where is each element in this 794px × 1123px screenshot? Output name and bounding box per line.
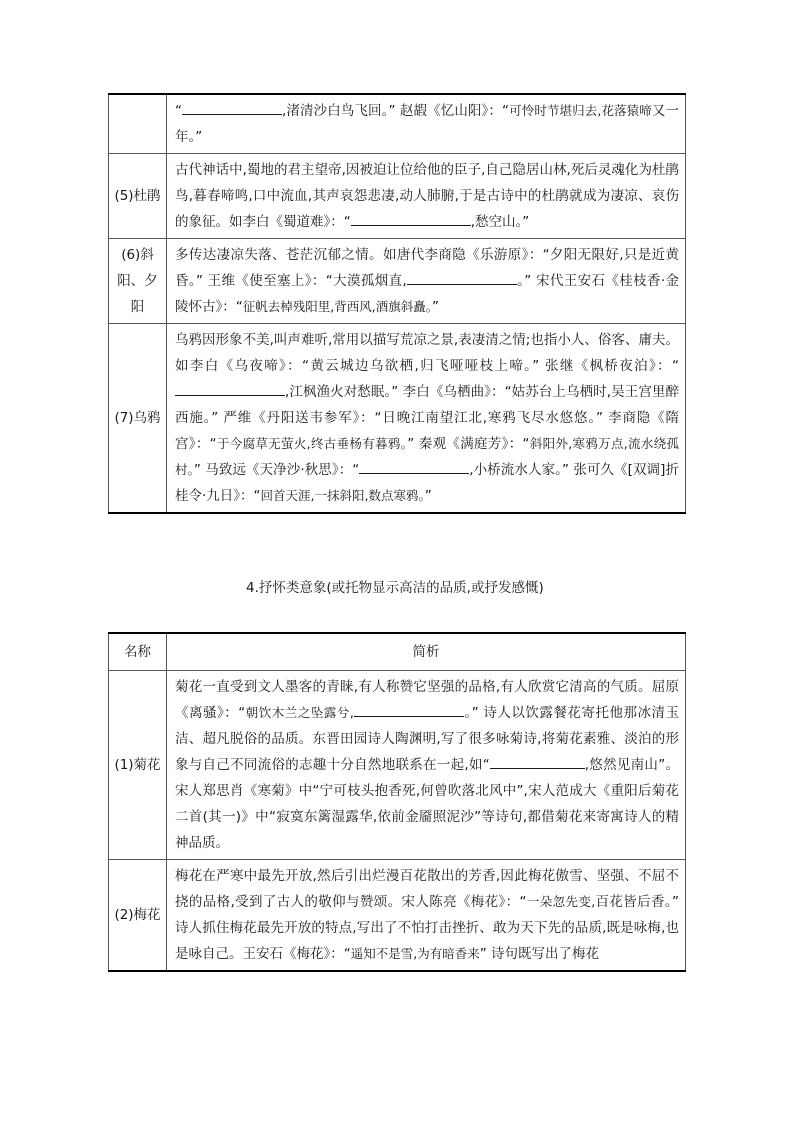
imagery-table-2 [108, 632, 686, 972]
fill-in-blank [182, 100, 282, 115]
imagery-name: (7)乌鸦 [109, 324, 167, 514]
header-name: 名称 [109, 633, 167, 671]
table-row [109, 324, 686, 514]
table-row [109, 239, 686, 324]
imagery-analysis: 乌鸦因形象不美,叫声难听,常用以描写荒凉之景,表凄清之情;也指小人、俗客、庸夫。如李白《乌夜啼》：“黄云城边乌欲栖,归飞哑哑枝上啼。” 张继《枫桥夜泊》：“,江枫渔火对愁眠。” 李白《乌栖曲》：“姑苏台上乌栖时,吴王宫里醉西施。” 严维《丹阳送韦参军》：“日晚江南望江北,寒鸦飞尽水悠悠。” 李商隐《隋宫》：“于今腐草无萤火,终古垂杨有暮鸦。” 秦观《满庭芳》：“斜阳外,寒鸦万点,流水绕孤村。” 马致远《天净沙·秋思》：“ ,小桥流水人家。” 张可久《[双调]折桂令·九日》：“回首天涯,一抹斜阳,数点寒鸦。” [167, 324, 686, 514]
fill-in-blank [407, 270, 517, 285]
imagery-name: (5)杜鹃 [109, 154, 167, 239]
fill-in-blank [359, 459, 469, 474]
imagery-table-1 [108, 93, 686, 514]
table-row [109, 671, 686, 860]
imagery-analysis: 多传达凄凉失落、苍茫沉郁之情。如唐代李商隐《乐游原》：“夕阳无限好,只是近黄昏。” 王维《使至塞上》：“大漠孤烟直, 。” 宋代王安石《桂枝香·金陵怀古》：“征帆去棹残阳里,背西风,酒旗斜矗。” [167, 239, 686, 324]
table-header-row [109, 633, 686, 671]
imagery-name: (6)斜阳、夕阳 [109, 239, 167, 324]
quoted-verse: 回首天涯,一抹斜阳,数点寒鸦。 [260, 488, 425, 503]
section-caption: 4.抒怀类意象(或托物显示高洁的品质,或抒发感慨) [246, 580, 544, 596]
header-analysis: 简析 [167, 633, 686, 671]
quoted-verse: 一朵忽先变, [526, 894, 596, 909]
quoted-verse: 朝饮木兰之坠露兮, [245, 705, 354, 720]
imagery-analysis: 梅花在严寒中最先开放,然后引出烂漫百花散出的芳香,因此梅花傲雪、坚强、不屈不挠的品格,受到了古人的敬仰与赞颂。宋人陈亮《梅花》：“一朵忽先变,百花皆后香。” 诗人抓住梅花最先开放的特点,写出了不怕打击挫折、敢为天下先的品质,既是咏梅,也是咏自己。王安石《梅花》：“遥知不是雪,为有暗香来” 诗句既写出了梅花 [167, 860, 686, 972]
fill-in-blank [351, 211, 471, 226]
quoted-verse: 征帆去棹残阳里,背西风,酒旗斜矗。 [242, 299, 432, 314]
quoted-verse: 可怜时节堪归去,花落猿啼 [509, 103, 652, 118]
imagery-analysis: “ ,渚清沙白鸟飞回。” 赵嘏《忆山阳》：“可怜时节堪归去,花落猿啼又一年。” [167, 94, 686, 154]
table-row [109, 860, 686, 972]
imagery-name: (1)菊花 [109, 671, 167, 860]
quoted-verse: 斜阳外,寒鸦万点,流水绕孤村。 [175, 436, 679, 477]
imagery-analysis: 菊花一直受到文人墨客的青睐,有人称赞它坚强的品格,有人欣赏它清高的气质。屈原《离骚》：“朝饮木兰之坠露兮, 。” 诗人以饮露餐花寄托他那冰清玉洁、超凡脱俗的品质。东晋田园诗人陶渊明,写了很多咏菊诗,将菊花素雅、淡泊的形象与自己不同流俗的志趣十分自然地联系在一起,如“ ,悠然见南山”。宋人郑思肖《寒菊》中“宁可枝头抱香死,何曾吹落北风中”,宋人范成大《重阳后菊花二首(其一)》中“寂寞东篱湿露华,依前金靥照泥沙”等诗句,都借菊花来寄寓诗人的精神品质。 [167, 671, 686, 860]
imagery-name [109, 94, 167, 154]
table-row [109, 94, 686, 154]
fill-in-blank [490, 754, 585, 769]
quoted-verse: 于今腐草无萤火,终古垂杨有暮鸦。 [216, 436, 408, 451]
imagery-name: (2)梅花 [109, 860, 167, 972]
table-row [109, 154, 686, 239]
fill-in-blank [175, 381, 285, 396]
quoted-verse: 遥知不是雪,为有暗香来 [350, 946, 480, 961]
fill-in-blank [354, 702, 464, 717]
imagery-analysis: 古代神话中,蜀地的君主望帝,因被迫让位给他的臣子,自己隐居山林,死后灵魂化为杜鹃鸟,暮春啼鸣,口中流血,其声哀怨悲凄,动人肺腑,于是古诗中的杜鹃就成为凄凉、哀伤的象征。如李白《蜀道难》：“ ,愁空山。” [167, 154, 686, 239]
